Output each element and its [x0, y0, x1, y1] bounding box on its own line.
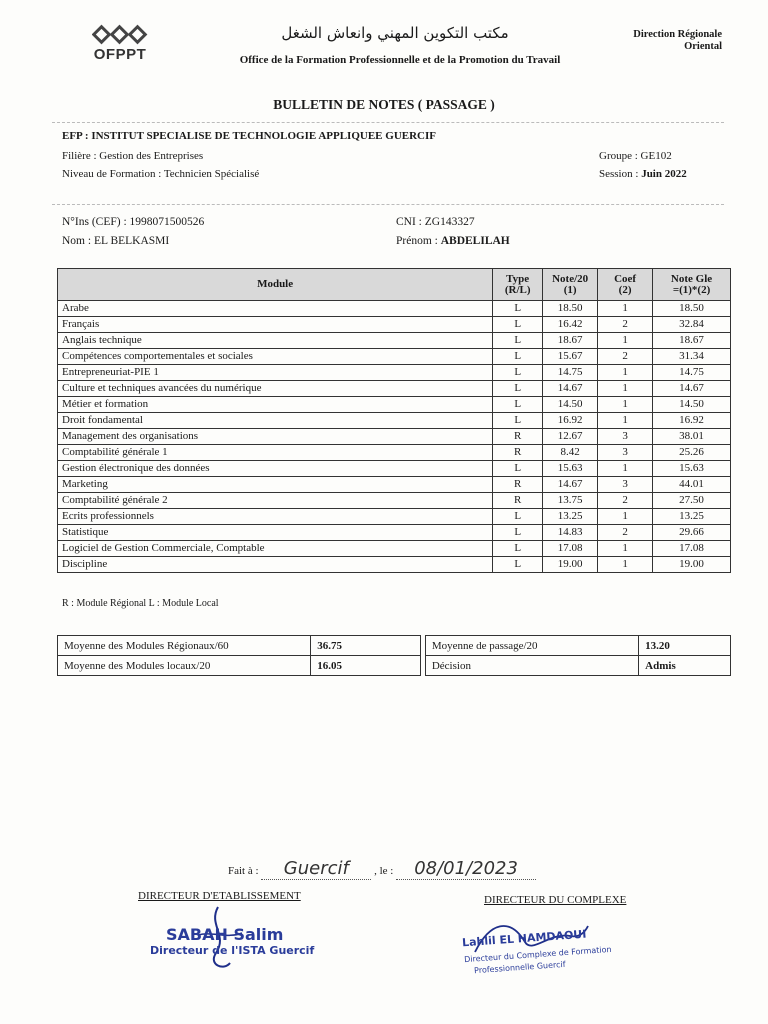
table-row — [58, 477, 731, 493]
note-gle-cell: 14.75 — [653, 365, 731, 381]
note-gle-cell: 19.00 — [653, 557, 731, 573]
coef-cell: 2 — [598, 349, 653, 365]
note-cell: 16.42 — [543, 317, 598, 333]
locaux-value: 16.05 — [311, 656, 421, 676]
table-row — [58, 381, 731, 397]
module-cell: Anglais technique — [58, 333, 493, 349]
logo-text: OFPPT — [93, 46, 147, 63]
note-cell: 14.50 — [543, 397, 598, 413]
module-cell: Compétences comportementales et sociales — [58, 349, 493, 365]
module-cell: Logiciel de Gestion Commerciale, Comptable — [58, 541, 493, 557]
table-row — [58, 525, 731, 541]
passage-label: Moyenne de passage/20 — [425, 636, 638, 656]
note-cell: 16.92 — [543, 413, 598, 429]
header-module: Module — [58, 269, 493, 301]
summary-table — [57, 635, 731, 676]
note-gle-cell: 17.08 — [653, 541, 731, 557]
module-cell: Ecrits professionnels — [58, 509, 493, 525]
regionaux-label: Moyenne des Modules Régionaux/60 — [58, 636, 311, 656]
module-cell: Entrepreneuriat-PIE 1 — [58, 365, 493, 381]
note-gle-cell: 25.26 — [653, 445, 731, 461]
note-cell: 18.67 — [543, 333, 598, 349]
coef-cell: 3 — [598, 429, 653, 445]
type-cell: L — [493, 365, 543, 381]
efp-line: EFP : INSTITUT SPECIALISE DE TECHNOLOGIE APPLIQUEE GUERCIF — [62, 130, 436, 142]
note-gle-cell: 18.50 — [653, 301, 731, 317]
stamp1-name: SABAH Salim — [166, 925, 284, 944]
table-row — [58, 493, 731, 509]
note-gle-cell: 38.01 — [653, 429, 731, 445]
note-gle-cell: 29.66 — [653, 525, 731, 541]
note-gle-cell: 14.50 — [653, 397, 731, 413]
direction-line1: Direction Régionale — [633, 29, 722, 40]
note-cell: 13.75 — [543, 493, 598, 509]
coef-cell: 2 — [598, 525, 653, 541]
note-cell: 12.67 — [543, 429, 598, 445]
table-row — [58, 397, 731, 413]
module-cell: Marketing — [58, 477, 493, 493]
divider — [52, 204, 724, 205]
module-cell: Management des organisations — [58, 429, 493, 445]
type-cell: L — [493, 317, 543, 333]
stamp1-title: Directeur de l'ISTA Guercif — [150, 944, 315, 957]
summary-row — [58, 656, 731, 676]
coef-cell: 1 — [598, 397, 653, 413]
table-row — [58, 461, 731, 477]
table-row — [58, 541, 731, 557]
type-cell: R — [493, 493, 543, 509]
module-cell: Gestion électronique des données — [58, 461, 493, 477]
note-gle-cell: 13.25 — [653, 509, 731, 525]
table-row — [58, 349, 731, 365]
header-type: Type (R/L) — [493, 269, 543, 301]
note-cell: 18.50 — [543, 301, 598, 317]
note-cell: 19.00 — [543, 557, 598, 573]
session-value: Juin 2022 — [641, 168, 687, 180]
session-line — [599, 168, 687, 180]
session-label: Session : — [599, 168, 642, 180]
document-title: BULLETIN DE NOTES ( PASSAGE ) — [273, 97, 495, 112]
type-cell: L — [493, 557, 543, 573]
divider — [52, 122, 724, 123]
note-gle-cell: 27.50 — [653, 493, 731, 509]
nins-line: N°Ins (CEF) : 1998071500526 — [62, 216, 205, 228]
table-row — [58, 333, 731, 349]
stamp2-line1: Directeur du Complexe de Formation — [463, 944, 612, 965]
type-cell: L — [493, 381, 543, 397]
type-cell: L — [493, 461, 543, 477]
note-cell: 17.08 — [543, 541, 598, 557]
office-title: Office de la Formation Professionnelle et de la Promotion du Travail — [239, 54, 561, 66]
module-cell: Discipline — [58, 557, 493, 573]
groupe-label: Groupe : — [599, 150, 641, 162]
note-cell: 14.67 — [543, 381, 598, 397]
module-cell: Comptabilité générale 2 — [58, 493, 493, 509]
coef-cell: 1 — [598, 541, 653, 557]
table-row — [58, 429, 731, 445]
note-cell: 8.42 — [543, 445, 598, 461]
locaux-label: Moyenne des Modules locaux/20 — [58, 656, 311, 676]
coef-cell: 1 — [598, 381, 653, 397]
note-gle-cell: 44.01 — [653, 477, 731, 493]
table-row — [58, 413, 731, 429]
regionaux-value: 36.75 — [311, 636, 421, 656]
note-gle-cell: 31.34 — [653, 349, 731, 365]
cni-line: CNI : ZG143327 — [396, 216, 475, 228]
coef-cell: 1 — [598, 461, 653, 477]
coef-cell: 1 — [598, 301, 653, 317]
grades-table — [57, 268, 731, 573]
module-cell: Droit fondamental — [58, 413, 493, 429]
coef-cell: 3 — [598, 477, 653, 493]
legend: R : Module Régional L : Module Local — [62, 598, 219, 609]
type-cell: R — [493, 429, 543, 445]
le-date: 08/01/2023 — [414, 858, 518, 879]
le-label: , le : — [374, 865, 394, 877]
module-cell: Arabe — [58, 301, 493, 317]
nom-line: Nom : EL BELKASMI — [62, 235, 170, 247]
table-row — [58, 509, 731, 525]
module-cell: Comptabilité générale 1 — [58, 445, 493, 461]
type-cell: L — [493, 509, 543, 525]
type-cell: L — [493, 397, 543, 413]
coef-cell: 2 — [598, 317, 653, 333]
directeur-etablissement: DIRECTEUR D'ETABLISSEMENT — [138, 890, 301, 902]
direction-line2: Oriental — [684, 41, 722, 52]
note-cell: 15.67 — [543, 349, 598, 365]
coef-cell: 2 — [598, 493, 653, 509]
header-note: Note/20 (1) — [543, 269, 598, 301]
note-cell: 15.63 — [543, 461, 598, 477]
prenom-line — [396, 235, 510, 247]
type-cell: L — [493, 301, 543, 317]
fait-line — [228, 858, 536, 880]
module-cell: Français — [58, 317, 493, 333]
directeur-complexe: DIRECTEUR DU COMPLEXE — [484, 894, 627, 906]
ofppt-logo — [80, 24, 160, 63]
coef-cell: 1 — [598, 333, 653, 349]
header-note-gle: Note Gle =(1)*(2) — [653, 269, 731, 301]
groupe-value: GE102 — [640, 150, 672, 162]
passage-value: 13.20 — [639, 636, 731, 656]
note-cell: 14.67 — [543, 477, 598, 493]
table-row — [58, 365, 731, 381]
module-cell: Statistique — [58, 525, 493, 541]
note-cell: 13.25 — [543, 509, 598, 525]
grades-header-row — [58, 269, 731, 301]
header-coef: Coef (2) — [598, 269, 653, 301]
direction-regionale — [600, 29, 722, 53]
arabic-title: مكتب التكوين المهني وانعاش الشغل — [281, 24, 509, 42]
note-gle-cell: 18.67 — [653, 333, 731, 349]
groupe-line — [599, 150, 672, 162]
module-cell: Métier et formation — [58, 397, 493, 413]
coef-cell: 1 — [598, 509, 653, 525]
coef-cell: 3 — [598, 445, 653, 461]
coef-cell: 1 — [598, 365, 653, 381]
type-cell: L — [493, 541, 543, 557]
type-cell: L — [493, 413, 543, 429]
module-cell: Culture et techniques avancées du numérique — [58, 381, 493, 397]
filiere-line: Filière : Gestion des Entreprises — [62, 150, 204, 162]
type-cell: R — [493, 477, 543, 493]
fait-label: Fait à : — [228, 865, 259, 877]
stamp2-line2: Professionnelle Guercif — [473, 959, 566, 976]
table-row — [58, 557, 731, 573]
note-gle-cell: 16.92 — [653, 413, 731, 429]
note-cell: 14.75 — [543, 365, 598, 381]
coef-cell: 1 — [598, 557, 653, 573]
prenom-value: ABDELILAH — [440, 235, 510, 247]
prenom-label: Prénom : — [396, 235, 441, 247]
table-row — [58, 317, 731, 333]
fait-place: Guercif — [283, 858, 349, 879]
summary-row — [58, 636, 731, 656]
decision-label: Décision — [425, 656, 638, 676]
note-gle-cell: 15.63 — [653, 461, 731, 477]
type-cell: R — [493, 445, 543, 461]
decision-value: Admis — [639, 656, 731, 676]
coef-cell: 1 — [598, 413, 653, 429]
ofppt-emblem-icon — [92, 24, 148, 46]
table-row — [58, 301, 731, 317]
note-cell: 14.83 — [543, 525, 598, 541]
note-gle-cell: 14.67 — [653, 381, 731, 397]
stamp2-name: Lahlil EL HAMDAOUI — [461, 927, 587, 950]
note-gle-cell: 32.84 — [653, 317, 731, 333]
type-cell: L — [493, 525, 543, 541]
table-row — [58, 445, 731, 461]
type-cell: L — [493, 349, 543, 365]
niveau-line: Niveau de Formation : Technicien Spécialisé — [62, 168, 260, 180]
type-cell: L — [493, 333, 543, 349]
